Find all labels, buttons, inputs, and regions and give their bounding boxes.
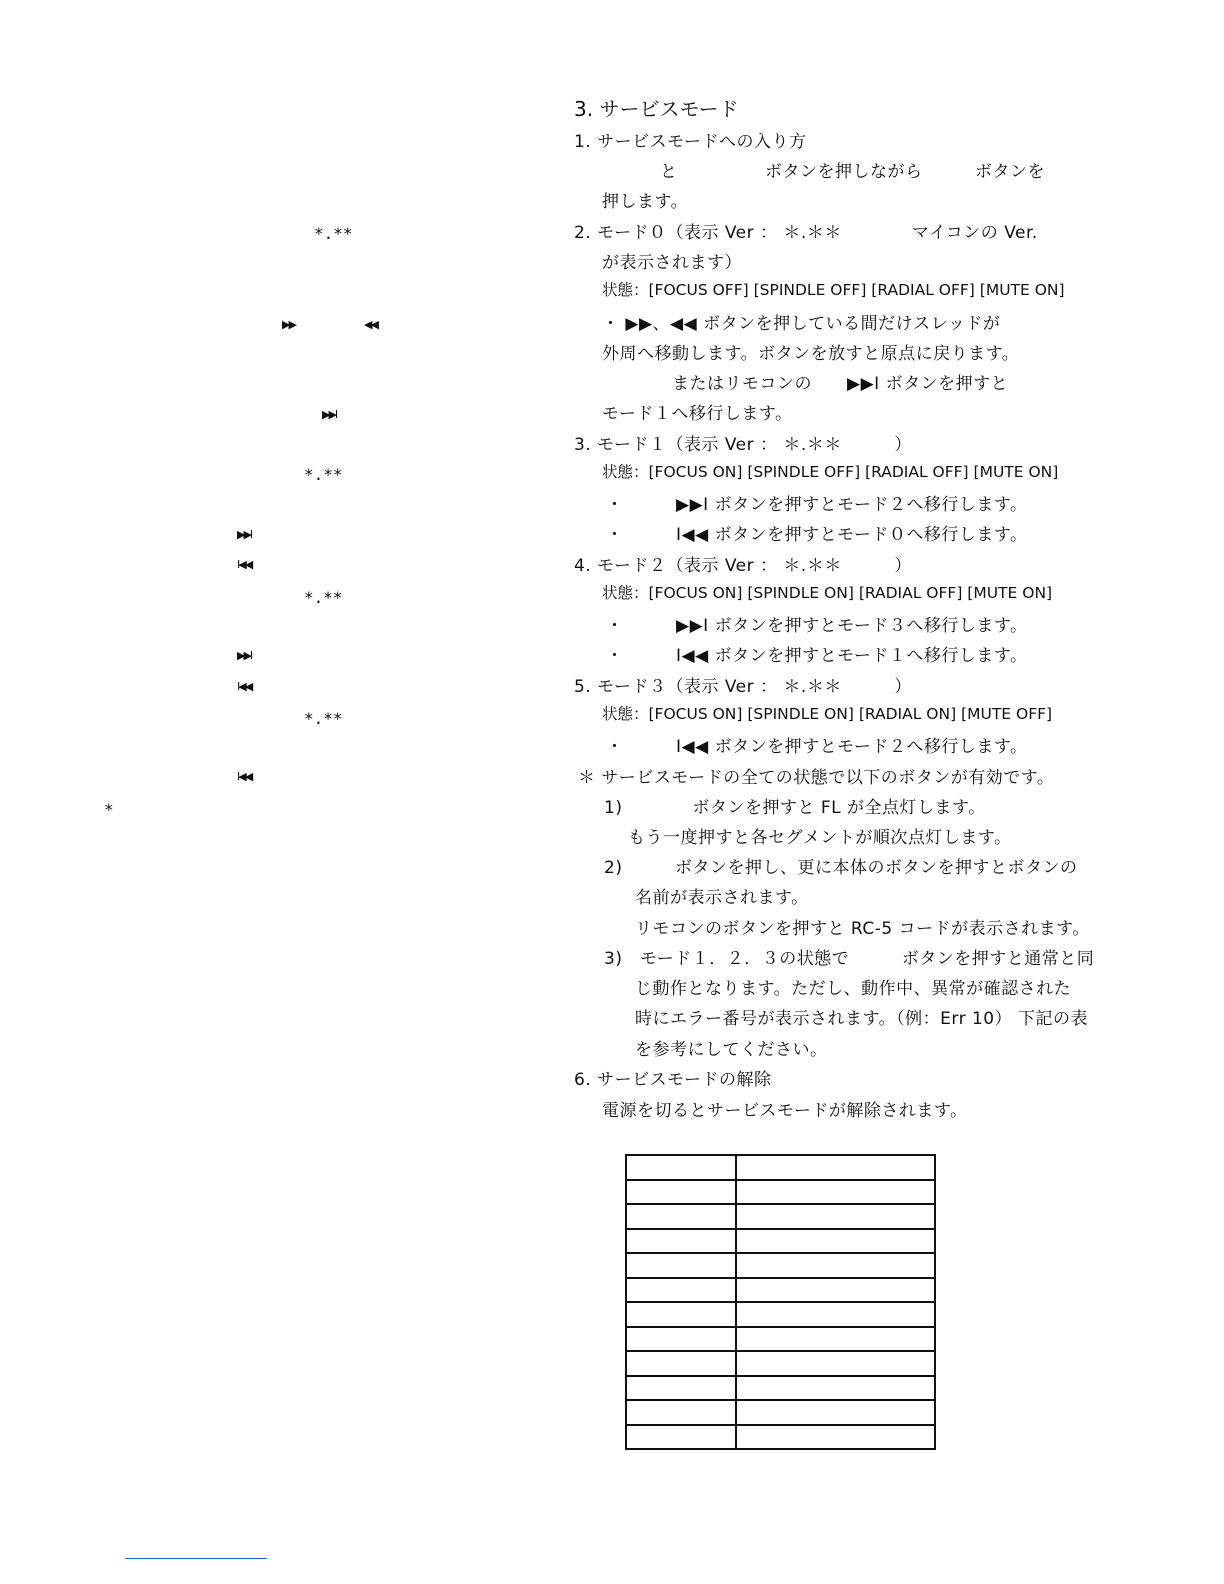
table-cell bbox=[736, 1425, 935, 1450]
skip-forward-icon: ▶▶I bbox=[237, 649, 252, 662]
step-2-text: モード１へ移行します。 bbox=[602, 404, 793, 424]
table-row bbox=[626, 1425, 935, 1450]
note-item-3: 3) モード１．２．３の状態で ボタンを押すと通常と同 bbox=[604, 949, 1095, 969]
note-item-3-cont: を参考にしてください。 bbox=[635, 1040, 828, 1060]
left-version-fragment: *.** bbox=[304, 465, 343, 484]
table-cell bbox=[626, 1327, 736, 1352]
table-cell bbox=[736, 1376, 935, 1401]
table-cell bbox=[626, 1155, 736, 1180]
table-cell bbox=[626, 1425, 736, 1450]
table-row bbox=[626, 1302, 935, 1327]
note-item-3-cont: じ動作となります。ただし、動作中、異常が確認された bbox=[635, 979, 1072, 999]
step-2-title: 2. モード０（表示 Ver ： ＊.＊＊ マイコンの Ver. bbox=[574, 223, 1038, 243]
error-code-table bbox=[625, 1154, 936, 1450]
step-3-title: 3. モード１（表示 Ver ： ＊.＊＊ ） bbox=[574, 435, 912, 455]
step-4-status: 状態：[FOCUS ON] [SPINDLE ON] [RADIAL OFF] [MUTE ON] bbox=[602, 584, 1053, 602]
table-cell bbox=[736, 1229, 935, 1254]
skip-back-icon: I◀◀ bbox=[237, 770, 252, 783]
step-4-text: ・ I◀◀ ボタンを押すとモード１へ移行します。 bbox=[606, 646, 1028, 666]
table-cell bbox=[626, 1302, 736, 1327]
table-cell bbox=[626, 1278, 736, 1303]
skip-back-icon: I◀◀ bbox=[237, 680, 252, 693]
table-row bbox=[626, 1327, 935, 1352]
table-cell bbox=[736, 1302, 935, 1327]
step-2-text: またはリモコンの ▶▶I ボタンを押すと bbox=[672, 374, 1009, 394]
table-cell bbox=[736, 1204, 935, 1229]
note-item-1: 1) ボタンを押すと FL が全点灯します。 bbox=[604, 798, 986, 818]
skip-back-icon: I◀◀ bbox=[237, 558, 252, 571]
note-heading: ＊ サービスモードの全ての状態で以下のボタンが有効です。 bbox=[578, 768, 1055, 788]
step-6-title: 6. サービスモードの解除 bbox=[574, 1070, 772, 1090]
table-row bbox=[626, 1351, 935, 1376]
note-item-2-cont: 名前が表示されます。 bbox=[635, 888, 809, 908]
table-cell bbox=[626, 1180, 736, 1205]
table-cell bbox=[626, 1229, 736, 1254]
step-2-text: が表示されます） bbox=[602, 253, 742, 273]
step-6-text: 電源を切るとサービスモードが解除されます。 bbox=[602, 1101, 968, 1121]
table-row bbox=[626, 1376, 935, 1401]
skip-forward-icon: ▶▶I bbox=[322, 408, 337, 421]
table-row bbox=[626, 1400, 935, 1425]
note-item-2-cont: リモコンのボタンを押すと RC-5 コードが表示されます。 bbox=[635, 919, 1090, 939]
step-2-text: 外周へ移動します。ボタンを放すと原点に戻ります。 bbox=[602, 344, 1020, 364]
table-cell bbox=[736, 1155, 935, 1180]
step-3-text: ・ I◀◀ ボタンを押すとモード０へ移行します。 bbox=[606, 525, 1028, 545]
table-row bbox=[626, 1278, 935, 1303]
step-3-status: 状態：[FOCUS ON] [SPINDLE OFF] [RADIAL OFF] [MUTE ON] bbox=[602, 463, 1059, 481]
rewind-icon: ◀◀ bbox=[364, 318, 377, 331]
table-row bbox=[626, 1180, 935, 1205]
step-4-title: 4. モード２（表示 Ver ： ＊.＊＊ ） bbox=[574, 556, 912, 576]
skip-forward-icon: ▶▶I bbox=[237, 528, 252, 541]
left-version-fragment: *.** bbox=[304, 709, 343, 728]
step-3-text: ・ ▶▶I ボタンを押すとモード２へ移行します。 bbox=[606, 495, 1028, 515]
left-version-fragment: *.** bbox=[314, 224, 353, 243]
note-item-2: 2) ボタンを押し、更に本体のボタンを押すとボタンの bbox=[604, 858, 1078, 878]
fast-forward-icon: ▶▶ bbox=[282, 318, 295, 331]
table-cell bbox=[736, 1278, 935, 1303]
table-cell bbox=[736, 1180, 935, 1205]
step-1-title: 1. サービスモードへの入り方 bbox=[574, 132, 807, 152]
left-version-fragment: *.** bbox=[304, 588, 343, 607]
step-5-status: 状態：[FOCUS ON] [SPINDLE ON] [RADIAL ON] [MUTE OFF] bbox=[602, 705, 1053, 723]
step-1-text: と ボタンを押しながら ボタンを bbox=[660, 162, 1045, 182]
table-row bbox=[626, 1204, 935, 1229]
step-2-status: 状態：[FOCUS OFF] [SPINDLE OFF] [RADIAL OFF] [MUTE ON] bbox=[602, 281, 1065, 299]
section-heading: 3. サービスモード bbox=[574, 97, 739, 121]
step-2-text: ・ ▶▶、◀◀ ボタンを押している間だけスレッドが bbox=[602, 314, 1001, 334]
table-cell bbox=[736, 1253, 935, 1278]
step-5-text: ・ I◀◀ ボタンを押すとモード２へ移行します。 bbox=[606, 737, 1028, 757]
table-cell bbox=[626, 1376, 736, 1401]
table-cell bbox=[736, 1327, 935, 1352]
table-cell bbox=[626, 1351, 736, 1376]
table-cell bbox=[626, 1204, 736, 1229]
note-item-1-cont: もう一度押すと各セグメントが順次点灯します。 bbox=[628, 828, 1012, 848]
note-item-3-cont: 時にエラー番号が表示されます。（例：Err 10） 下記の表 bbox=[635, 1009, 1088, 1029]
table-cell bbox=[626, 1400, 736, 1425]
table-row bbox=[626, 1155, 935, 1180]
footer-rule bbox=[125, 1558, 267, 1559]
table-row bbox=[626, 1229, 935, 1254]
table-cell bbox=[626, 1253, 736, 1278]
step-5-title: 5. モード３（表示 Ver ： ＊.＊＊ ） bbox=[574, 677, 912, 697]
left-asterisk: * bbox=[104, 800, 114, 819]
table-cell bbox=[736, 1400, 935, 1425]
step-1-text: 押します。 bbox=[602, 192, 689, 212]
table-cell bbox=[736, 1351, 935, 1376]
step-4-text: ・ ▶▶I ボタンを押すとモード３へ移行します。 bbox=[606, 616, 1028, 636]
table-row bbox=[626, 1253, 935, 1278]
